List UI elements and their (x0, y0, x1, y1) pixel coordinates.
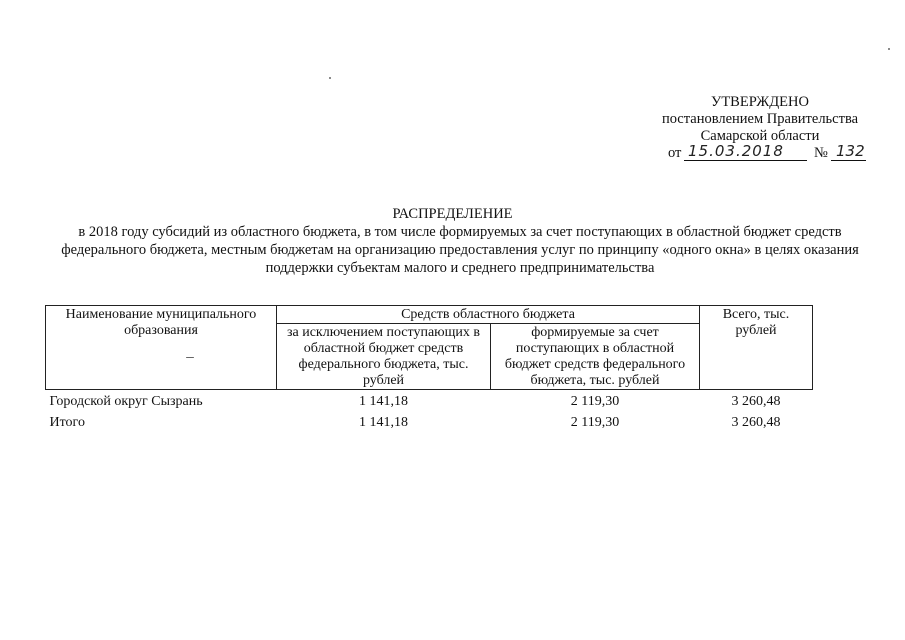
approval-authority: постановлением Правительства (661, 111, 859, 127)
row-federal-value: 2 119,30 (570, 394, 620, 409)
document-subtitle: в 2018 году субсидий из областного бюджета, в том числе формируемых за счет поступающих в областной бюджет средств федерального бюджета, местным бюджетам на организацию предоставления услуг по принципу «одного окна» в целях оказания поддержки субъектам малого и среднего предпринимательства (61, 224, 859, 276)
scan-speck (329, 77, 331, 79)
approval-region: Самарской области (700, 128, 820, 144)
row-excl-value: 1 141,18 (359, 394, 408, 409)
header-excluding-federal: за исключением поступающих в областной бюджет средств федерального бюджета, тыс. рублей (277, 324, 491, 390)
row-name: Городской округ Сызрань (49, 394, 203, 409)
header-federal-funds: формируемые за счет поступающих в областной бюджет средств федерального бюджета, тыс. рублей (491, 324, 700, 390)
distribution-table (45, 305, 813, 432)
table-row (46, 411, 813, 432)
number-prefix: № (814, 145, 828, 161)
approval-heading: УТВЕРЖДЕНО (711, 94, 809, 110)
header-regional-budget: Средств областного бюджета (277, 306, 700, 324)
document-title: РАСПРЕДЕЛЕНИЕ (392, 206, 513, 222)
row-excl-value: 1 141,18 (359, 415, 408, 430)
handwritten-date: 15.03.2018 (688, 142, 784, 160)
row-total-value: 3 260,48 (731, 415, 781, 430)
number-underline (831, 160, 866, 161)
row-total-value: 3 260,48 (731, 394, 781, 409)
approval-date-row (668, 142, 888, 165)
header-municipality: Наименование муниципального образования (46, 306, 277, 390)
approval-block (640, 94, 880, 145)
distribution-table-wrap (45, 305, 813, 432)
date-underline (684, 160, 807, 161)
scan-speck (186, 357, 194, 358)
row-federal-value: 2 119,30 (570, 415, 620, 430)
handwritten-number: 132 (836, 142, 865, 160)
header-total: Всего, тыс. рублей (700, 306, 813, 390)
date-prefix: от (668, 145, 682, 161)
table-row (46, 390, 813, 412)
row-name: Итого (49, 415, 85, 430)
scan-speck (888, 48, 890, 50)
